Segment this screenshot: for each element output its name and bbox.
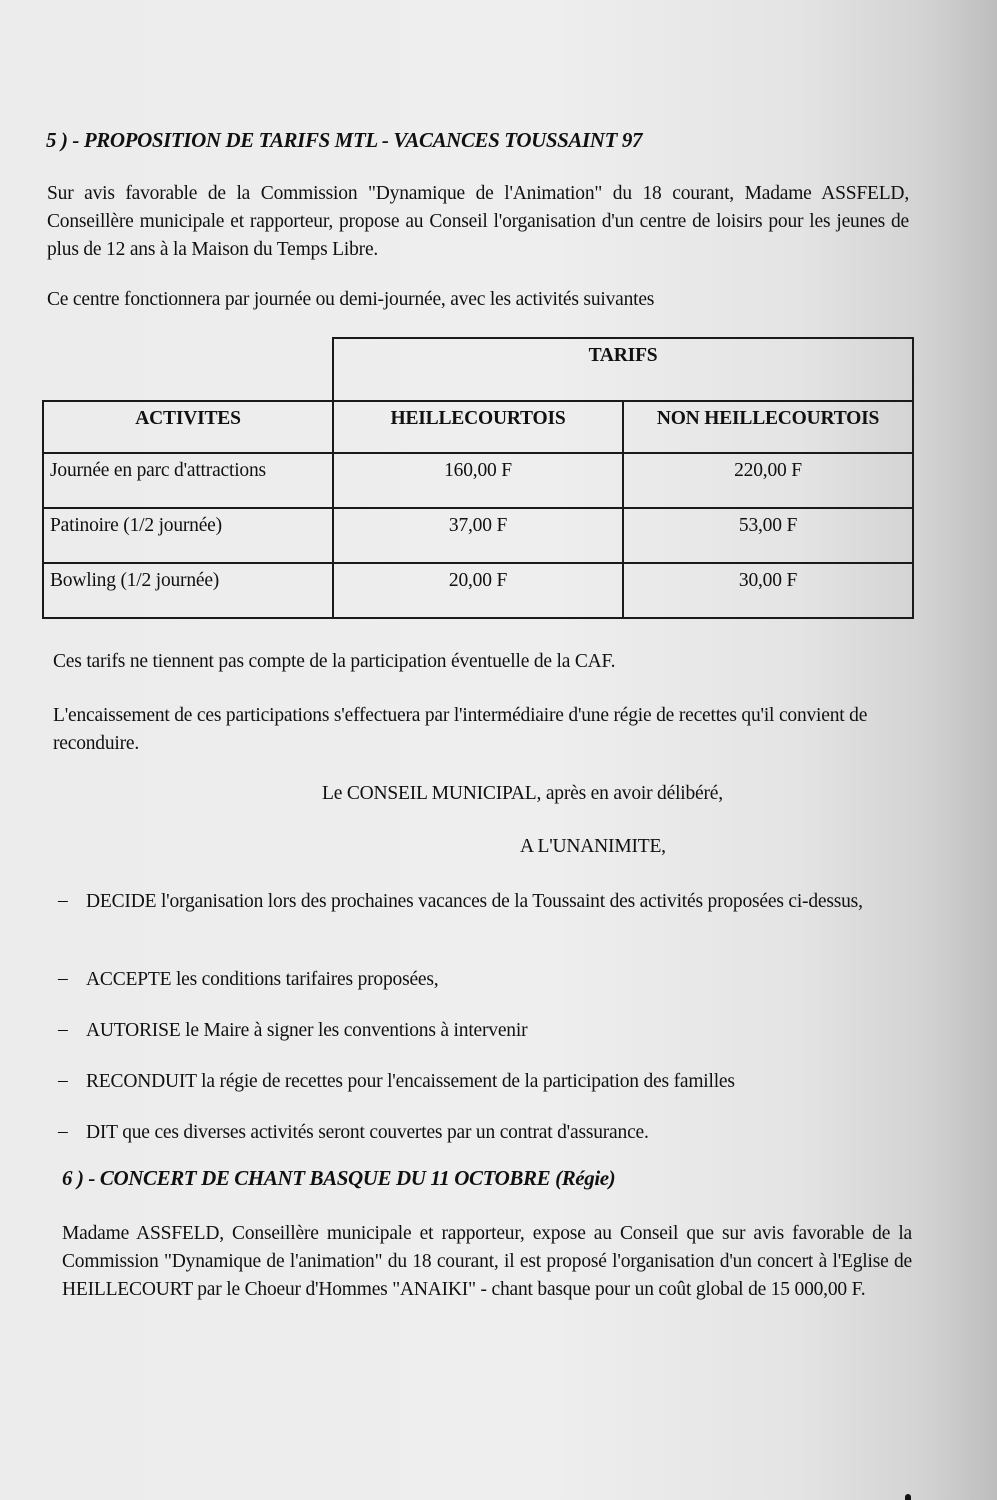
section-6-body: Madame ASSFELD, Conseillère municipale et rapporteur, expose au Conseil que sur avis favorable de la Commission "Dynamique de l'animation" du 18 courant, il est proposé l'organisation d'un concert à l'Eglise de HEILLECOURT par le Choeur d'Hommes "ANAIKI" - chant basque pour un coût global de 15 000,00 F.	[62, 1223, 912, 1300]
decision-item: RECONDUIT la régie de recettes pour l'encaissement de la participation des familles	[86, 1071, 735, 1092]
price-heillecourtois: 160,00 F	[333, 453, 623, 508]
bullet-dash: –	[58, 968, 68, 989]
note-regie: L'encaissement de ces participations s'effectuera par l'intermédiaire d'une régie de recettes qu'il convient de reconduire.	[53, 705, 868, 754]
tarifs-table	[42, 337, 914, 619]
table-row	[43, 563, 913, 618]
header-non-heillecourtois: NON HEILLECOURTOIS	[623, 401, 913, 453]
price-heillecourtois: 20,00 F	[333, 563, 623, 618]
table-row	[43, 508, 913, 563]
note-caf: Ces tarifs ne tiennent pas compte de la participation éventuelle de la CAF.	[53, 651, 616, 672]
price-non-heillecourtois: 220,00 F	[623, 453, 913, 508]
decision-item: AUTORISE le Maire à signer les conventions à intervenir	[86, 1020, 528, 1041]
bullet-dash: –	[58, 1070, 68, 1091]
bullet-dash: –	[58, 1019, 68, 1040]
bullet-dash: –	[58, 1121, 68, 1142]
price-non-heillecourtois: 30,00 F	[623, 563, 913, 618]
activity-cell: Bowling (1/2 journée)	[43, 563, 333, 618]
header-heillecourtois: HEILLECOURTOIS	[333, 401, 623, 453]
activity-cell: Journée en parc d'attractions	[43, 453, 333, 508]
price-non-heillecourtois: 53,00 F	[623, 508, 913, 563]
page-number-fragment	[905, 1494, 911, 1500]
decision-item: DECIDE l'organisation lors des prochaines vacances de la Toussaint des activités proposées ci-dessus,	[86, 891, 863, 912]
activities-intro: Ce centre fonctionnera par journée ou demi-journée, avec les activités suivantes	[47, 289, 655, 310]
decision-item: ACCEPTE les conditions tarifaires proposées,	[86, 969, 439, 990]
table-row	[43, 453, 913, 508]
price-heillecourtois: 37,00 F	[333, 508, 623, 563]
council-deliberation: Le CONSEIL MUNICIPAL, après en avoir délibéré,	[322, 783, 723, 804]
vote-result: A L'UNANIMITE,	[520, 836, 666, 857]
section-5-heading: 5 ) - PROPOSITION DE TARIFS MTL - VACANCES TOUSSAINT 97	[46, 128, 643, 152]
activity-cell: Patinoire (1/2 journée)	[43, 508, 333, 563]
header-activites: ACTIVITES	[43, 401, 333, 453]
tarifs-group-header: TARIFS	[333, 338, 913, 401]
table-corner-blank	[43, 338, 333, 401]
section-5-intro: Sur avis favorable de la Commission "Dynamique de l'Animation" du 18 courant, Madame ASSFELD, Conseillère municipale et rapporteur, propose au Conseil l'organisation d'un centre de loisirs pour les jeunes de plus de 12 ans à la Maison du Temps Libre.	[47, 183, 909, 260]
section-6-heading: 6 ) - CONCERT DE CHANT BASQUE DU 11 OCTOBRE (Régie)	[62, 1166, 616, 1190]
bullet-dash: –	[58, 890, 68, 911]
decision-item: DIT que ces diverses activités seront couvertes par un contrat d'assurance.	[86, 1122, 649, 1143]
